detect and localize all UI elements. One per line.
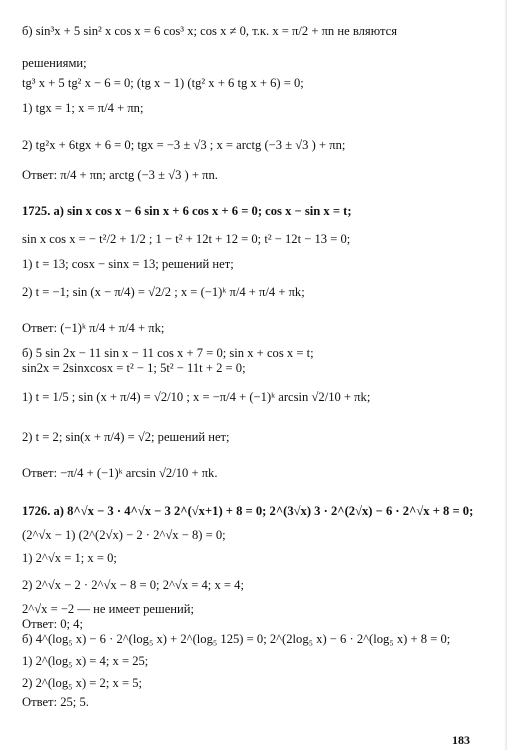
text-line: 2) 2^√x − 2 · 2^√x − 8 = 0; 2^√x = 4; x = 4; bbox=[22, 578, 244, 592]
text-line: 1) t = 1/5 ; sin (x + π/4) = √2/10 ; x = −π/4 + (−1)ᵏ arcsin √2/10 + πk; bbox=[22, 390, 371, 404]
text-line: б) 5 sin 2x − 11 sin x − 11 cos x + 7 = 0; sin x + cos x = t; bbox=[22, 346, 314, 360]
text-line: Ответ: (−1)ᵏ π/4 + π/4 + πk; bbox=[22, 321, 165, 335]
text-line: Ответ: 25; 5. bbox=[22, 695, 89, 709]
text-line: 2) t = 2; sin(x + π/4) = √2; решений нет; bbox=[22, 430, 230, 444]
text-line: 1) 2^√x = 1; x = 0; bbox=[22, 551, 117, 565]
text-line: 2^√x = −2 — не имеет решений; bbox=[22, 602, 195, 616]
text-line: 1) t = 13; cosx − sinx = 13; решений нет; bbox=[22, 257, 234, 271]
text-line: 1) 2^(log₅ x) = 4; x = 25; bbox=[22, 654, 149, 668]
text-line: Ответ: π/4 + πn; arctg (−3 ± √3 ) + πn. bbox=[22, 168, 218, 182]
text-line: 2) 2^(log₅ x) = 2; x = 5; bbox=[22, 676, 142, 690]
text-line: Ответ: −π/4 + (−1)ᵏ arcsin √2/10 + πk. bbox=[22, 466, 218, 480]
text-line: 1) tgx = 1; x = π/4 + πn; bbox=[22, 101, 144, 115]
text-line: Ответ: 0; 4; bbox=[22, 617, 83, 631]
text-line: sin2x = 2sinxcosx = t² − 1; 5t² − 11t + 2 = 0; bbox=[22, 361, 246, 375]
text-line: 2) tg²x + 6tgx + 6 = 0; tgx = −3 ± √3 ; x = arctg (−3 ± √3 ) + πn; bbox=[22, 138, 346, 152]
text-line: tg³ x + 5 tg² x − 6 = 0; (tg x − 1) (tg² x + 6 tg x + 6) = 0; bbox=[22, 76, 304, 90]
text-line: 2) t = −1; sin (x − π/4) = √2/2 ; x = (−1)ᵏ π/4 + π/4 + πk; bbox=[22, 285, 305, 299]
text-line: (2^√x − 1) (2^(2√x) − 2 · 2^√x − 8) = 0; bbox=[22, 528, 226, 542]
problem-1726-heading: 1726. а) 8^√x − 3 · 4^√x − 3 2^(√x+1) + 8 = 0; 2^(3√x) 3 · 2^(2√x) − 6 · 2^√x + 8 = 0; bbox=[22, 504, 474, 518]
page-number: 183 bbox=[452, 733, 470, 747]
problem-1725-heading: 1725. а) sin x cos x − 6 sin x + 6 cos x + 6 = 0; cos x − sin x = t; bbox=[22, 204, 352, 218]
text-line: sin x cos x = − t²/2 + 1/2 ; 1 − t² + 12t + 12 = 0; t² − 12t − 13 = 0; bbox=[22, 232, 351, 246]
text-line: б) sin³x + 5 sin² x cos x = 6 cos³ x; cos x ≠ 0, т.к. x = π/2 + πn не вляются bbox=[22, 24, 397, 38]
text-line: б) 4^(log₅ x) − 6 · 2^(log₅ x) + 2^(log₅ 125) = 0; 2^(2log₅ x) − 6 · 2^(log₅ x) + 8 = 0; bbox=[22, 632, 451, 646]
text-line: решениями; bbox=[22, 56, 87, 70]
